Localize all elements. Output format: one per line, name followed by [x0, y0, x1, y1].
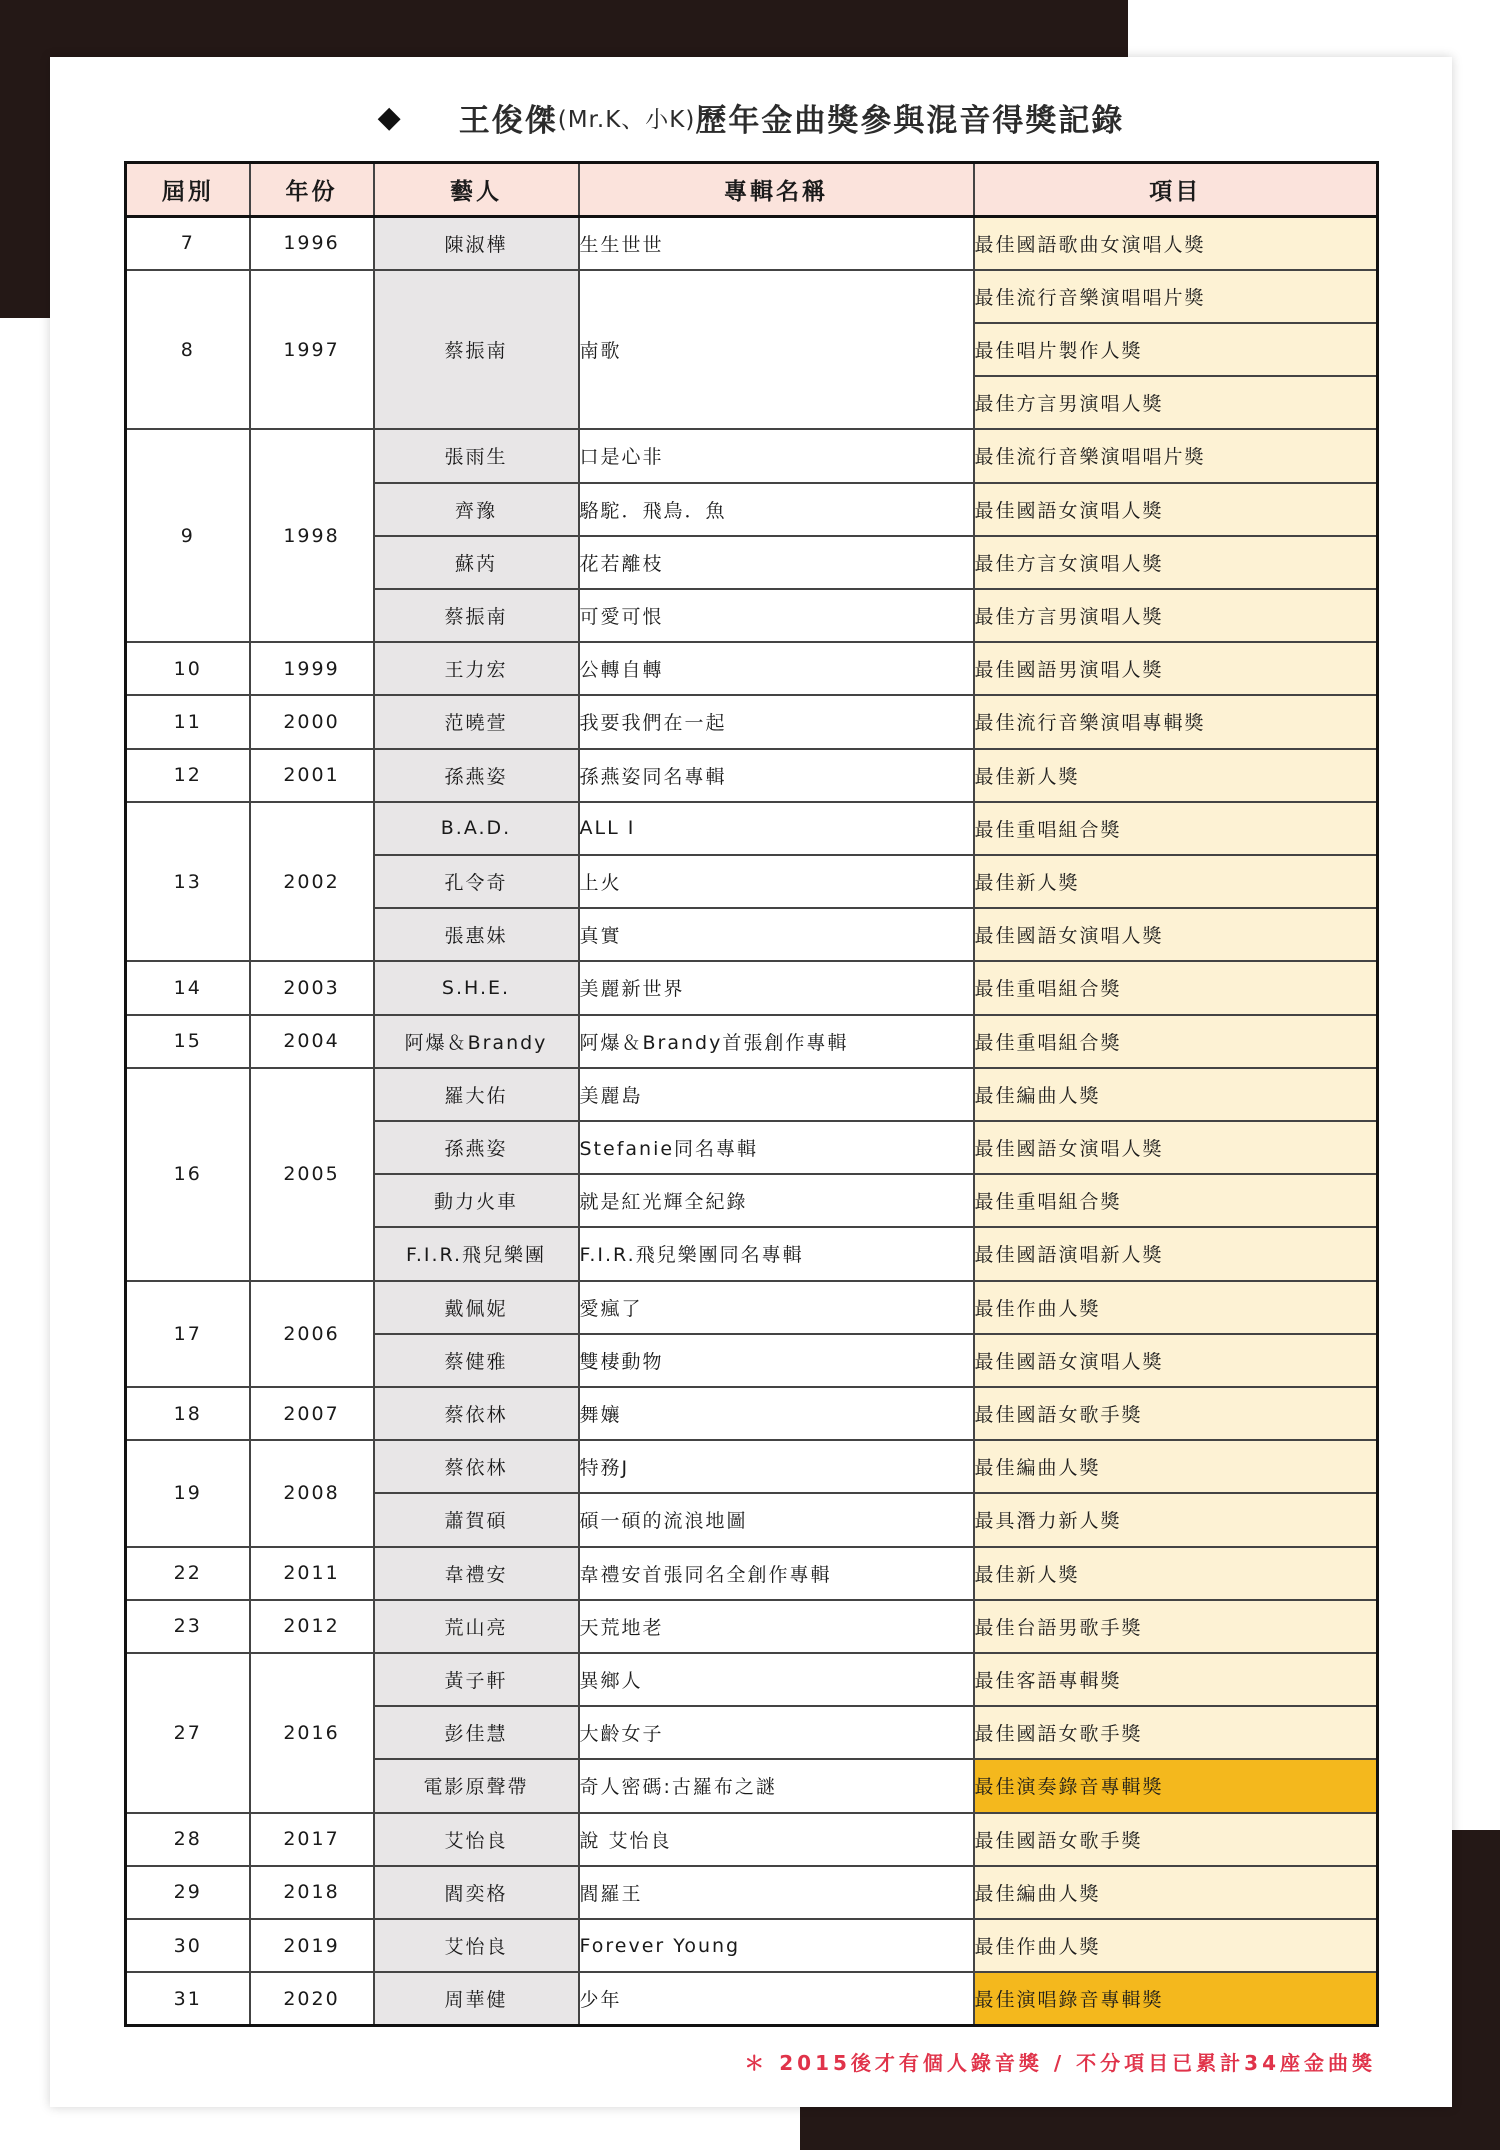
cell-year: 2020 [250, 1972, 374, 2025]
cell-artist: 羅大佑 [374, 1068, 579, 1121]
cell-session: 31 [126, 1972, 250, 2025]
table-header-row [126, 163, 1378, 217]
title-text: 歷年金曲獎參與混音得獎記錄 [695, 102, 1125, 139]
cell-session: 19 [126, 1440, 250, 1546]
cell-session: 30 [126, 1919, 250, 1972]
cell-year: 2008 [250, 1440, 374, 1546]
cell-artist: S.H.E. [374, 961, 579, 1014]
cell-artist: 陳淑樺 [374, 217, 579, 270]
table-row [126, 695, 1378, 748]
cell-award: 最佳國語演唱新人獎 [974, 1227, 1378, 1280]
cell-artist: 蔡振南 [374, 589, 579, 642]
cell-award: 最佳演奏錄音專輯獎 [974, 1759, 1378, 1812]
cell-album: 阿爆＆Brandy首張創作專輯 [579, 1015, 974, 1068]
cell-album: 孫燕姿同名專輯 [579, 749, 974, 802]
cell-artist: 孫燕姿 [374, 749, 579, 802]
cell-artist: 孫燕姿 [374, 1121, 579, 1174]
cell-session: 16 [126, 1068, 250, 1281]
awards-table-body [126, 217, 1378, 2026]
cell-album: 少年 [579, 1972, 974, 2025]
cell-award: 最佳新人獎 [974, 855, 1378, 908]
cell-session: 18 [126, 1387, 250, 1440]
cell-award: 最佳演唱錄音專輯獎 [974, 1972, 1378, 2025]
cell-artist: 戴佩妮 [374, 1281, 579, 1334]
cell-session: 17 [126, 1281, 250, 1387]
cell-album: 就是紅光輝全紀錄 [579, 1174, 974, 1227]
cell-year: 2012 [250, 1600, 374, 1653]
table-row [126, 1015, 1378, 1068]
table-row [126, 749, 1378, 802]
cell-album: 雙棲動物 [579, 1334, 974, 1387]
cell-session: 9 [126, 429, 250, 642]
cell-artist: 周華健 [374, 1972, 579, 2025]
cell-award: 最佳方言女演唱人獎 [974, 536, 1378, 589]
table-row [126, 802, 1378, 855]
cell-award: 最佳重唱組合獎 [974, 961, 1378, 1014]
cell-album: 花若離枝 [579, 536, 974, 589]
cell-album: 美麗島 [579, 1068, 974, 1121]
cell-session: 28 [126, 1813, 250, 1866]
cell-album: 我要我們在一起 [579, 695, 974, 748]
cell-album: 韋禮安首張同名全創作專輯 [579, 1547, 974, 1600]
cell-artist: 蔡健雅 [374, 1334, 579, 1387]
cell-album: 上火 [579, 855, 974, 908]
cell-album: Forever Young [579, 1919, 974, 1972]
cell-year: 2004 [250, 1015, 374, 1068]
cell-artist: 蔡依林 [374, 1387, 579, 1440]
title-alias: (Mr.K、小K) [557, 106, 696, 133]
cell-artist: 張雨生 [374, 429, 579, 482]
header-session: 屆別 [126, 163, 250, 217]
cell-session: 23 [126, 1600, 250, 1653]
cell-artist: 蘇芮 [374, 536, 579, 589]
cell-award: 最佳國語女歌手獎 [974, 1813, 1378, 1866]
cell-award: 最佳作曲人獎 [974, 1281, 1378, 1334]
cell-album: 真實 [579, 908, 974, 961]
cell-album: Stefanie同名專輯 [579, 1121, 974, 1174]
document-card [50, 57, 1452, 2107]
cell-artist: 電影原聲帶 [374, 1759, 579, 1812]
cell-artist: 動力火車 [374, 1174, 579, 1227]
table-row [126, 1866, 1378, 1919]
header-year: 年份 [250, 163, 374, 217]
cell-award: 最佳唱片製作人獎 [974, 323, 1378, 376]
header-artist: 藝人 [374, 163, 579, 217]
cell-album: 天荒地老 [579, 1600, 974, 1653]
table-row [126, 217, 1378, 270]
cell-award: 最佳編曲人獎 [974, 1866, 1378, 1919]
cell-artist: 閻奕格 [374, 1866, 579, 1919]
cell-award: 最佳新人獎 [974, 749, 1378, 802]
cell-artist: 齊豫 [374, 483, 579, 536]
cell-session: 13 [126, 802, 250, 962]
cell-artist: 彭佳慧 [374, 1706, 579, 1759]
cell-session: 29 [126, 1866, 250, 1919]
cell-award: 最佳國語女演唱人獎 [974, 1121, 1378, 1174]
cell-award: 最佳編曲人獎 [974, 1068, 1378, 1121]
cell-artist: 范曉萱 [374, 695, 579, 748]
cell-album: 大齡女子 [579, 1706, 974, 1759]
cell-album: 生生世世 [579, 217, 974, 270]
cell-artist: 艾怡良 [374, 1919, 579, 1972]
cell-year: 2016 [250, 1653, 374, 1813]
cell-artist: F.I.R.飛兒樂團 [374, 1227, 579, 1280]
cell-artist: 蕭賀碩 [374, 1493, 579, 1546]
cell-award: 最佳國語女演唱人獎 [974, 1334, 1378, 1387]
cell-album: 美麗新世界 [579, 961, 974, 1014]
cell-award: 最佳台語男歌手獎 [974, 1600, 1378, 1653]
table-row [126, 1972, 1378, 2025]
table-row [126, 429, 1378, 482]
cell-year: 2000 [250, 695, 374, 748]
cell-album: 異鄉人 [579, 1653, 974, 1706]
table-row [126, 1440, 1378, 1493]
cell-album: 口是心非 [579, 429, 974, 482]
cell-award: 最佳國語女歌手獎 [974, 1706, 1378, 1759]
cell-year: 1997 [250, 270, 374, 430]
cell-award: 最佳作曲人獎 [974, 1919, 1378, 1972]
cell-album: 公轉自轉 [579, 642, 974, 695]
cell-album: 駱駝．飛鳥．魚 [579, 483, 974, 536]
cell-award: 最佳流行音樂演唱專輯獎 [974, 695, 1378, 748]
cell-award: 最佳重唱組合獎 [974, 1015, 1378, 1068]
header-album: 專輯名稱 [579, 163, 974, 217]
cell-album: 奇人密碼:古羅布之謎 [579, 1759, 974, 1812]
cell-year: 2005 [250, 1068, 374, 1281]
table-row [126, 1547, 1378, 1600]
table-row [126, 1068, 1378, 1121]
cell-award: 最佳重唱組合獎 [974, 1174, 1378, 1227]
awards-table [124, 161, 1379, 2027]
cell-session: 8 [126, 270, 250, 430]
cell-artist: 荒山亮 [374, 1600, 579, 1653]
cell-award: 最佳國語女演唱人獎 [974, 908, 1378, 961]
cell-year: 1999 [250, 642, 374, 695]
table-row [126, 270, 1378, 323]
cell-year: 2006 [250, 1281, 374, 1387]
table-row [126, 1387, 1378, 1440]
cell-artist: 韋禮安 [374, 1547, 579, 1600]
cell-album: 可愛可恨 [579, 589, 974, 642]
cell-session: 11 [126, 695, 250, 748]
cell-album: 說 艾怡良 [579, 1813, 974, 1866]
cell-award: 最佳國語歌曲女演唱人獎 [974, 217, 1378, 270]
cell-album: ALL I [579, 802, 974, 855]
cell-album: 舞孃 [579, 1387, 974, 1440]
cell-album: 特務J [579, 1440, 974, 1493]
cell-year: 1996 [250, 217, 374, 270]
cell-artist: 孔令奇 [374, 855, 579, 908]
cell-award: 最佳流行音樂演唱唱片獎 [974, 429, 1378, 482]
cell-award: 最佳國語女歌手獎 [974, 1387, 1378, 1440]
cell-artist: 阿爆＆Brandy [374, 1015, 579, 1068]
header-award: 項目 [974, 163, 1378, 217]
cell-artist: 張惠妹 [374, 908, 579, 961]
table-row [126, 1281, 1378, 1334]
table-row [126, 1919, 1378, 1972]
cell-artist: B.A.D. [374, 802, 579, 855]
cell-award: 最佳新人獎 [974, 1547, 1378, 1600]
cell-award: 最佳編曲人獎 [974, 1440, 1378, 1493]
cell-year: 2018 [250, 1866, 374, 1919]
cell-year: 2002 [250, 802, 374, 962]
cell-award: 最佳流行音樂演唱唱片獎 [974, 270, 1378, 323]
cell-artist: 王力宏 [374, 642, 579, 695]
cell-year: 2003 [250, 961, 374, 1014]
cell-award: 最佳客語專輯獎 [974, 1653, 1378, 1706]
table-row [126, 1813, 1378, 1866]
page-title [50, 87, 1452, 147]
cell-album: 碩一碩的流浪地圖 [579, 1493, 974, 1546]
cell-session: 22 [126, 1547, 250, 1600]
cell-session: 10 [126, 642, 250, 695]
cell-album: 南歌 [579, 270, 974, 430]
cell-session: 12 [126, 749, 250, 802]
cell-year: 1998 [250, 429, 374, 642]
cell-artist: 蔡依林 [374, 1440, 579, 1493]
cell-album: 愛瘋了 [579, 1281, 974, 1334]
cell-award: 最佳重唱組合獎 [974, 802, 1378, 855]
cell-session: 15 [126, 1015, 250, 1068]
cell-award: 最佳國語女演唱人獎 [974, 483, 1378, 536]
table-row [126, 1600, 1378, 1653]
cell-artist: 艾怡良 [374, 1813, 579, 1866]
cell-album: 閻羅王 [579, 1866, 974, 1919]
title-name: 王俊傑 [458, 102, 558, 139]
cell-award: 最佳方言男演唱人獎 [974, 376, 1378, 429]
cell-year: 2007 [250, 1387, 374, 1440]
cell-award: 最佳國語男演唱人獎 [974, 642, 1378, 695]
table-row [126, 1653, 1378, 1706]
footnote: ＊ 2015後才有個人錄音獎 / 不分項目已累計34座金曲獎 [744, 2051, 1376, 2075]
diamond-bullet-icon: ◆ [377, 99, 403, 135]
cell-session: 14 [126, 961, 250, 1014]
cell-album: F.I.R.飛兒樂團同名專輯 [579, 1227, 974, 1280]
cell-artist: 黃子軒 [374, 1653, 579, 1706]
cell-year: 2017 [250, 1813, 374, 1866]
cell-artist: 蔡振南 [374, 270, 579, 430]
cell-award: 最佳方言男演唱人獎 [974, 589, 1378, 642]
table-row [126, 642, 1378, 695]
cell-session: 27 [126, 1653, 250, 1813]
cell-award: 最具潛力新人獎 [974, 1493, 1378, 1546]
cell-year: 2011 [250, 1547, 374, 1600]
cell-session: 7 [126, 217, 250, 270]
cell-year: 2019 [250, 1919, 374, 1972]
cell-year: 2001 [250, 749, 374, 802]
table-row [126, 961, 1378, 1014]
